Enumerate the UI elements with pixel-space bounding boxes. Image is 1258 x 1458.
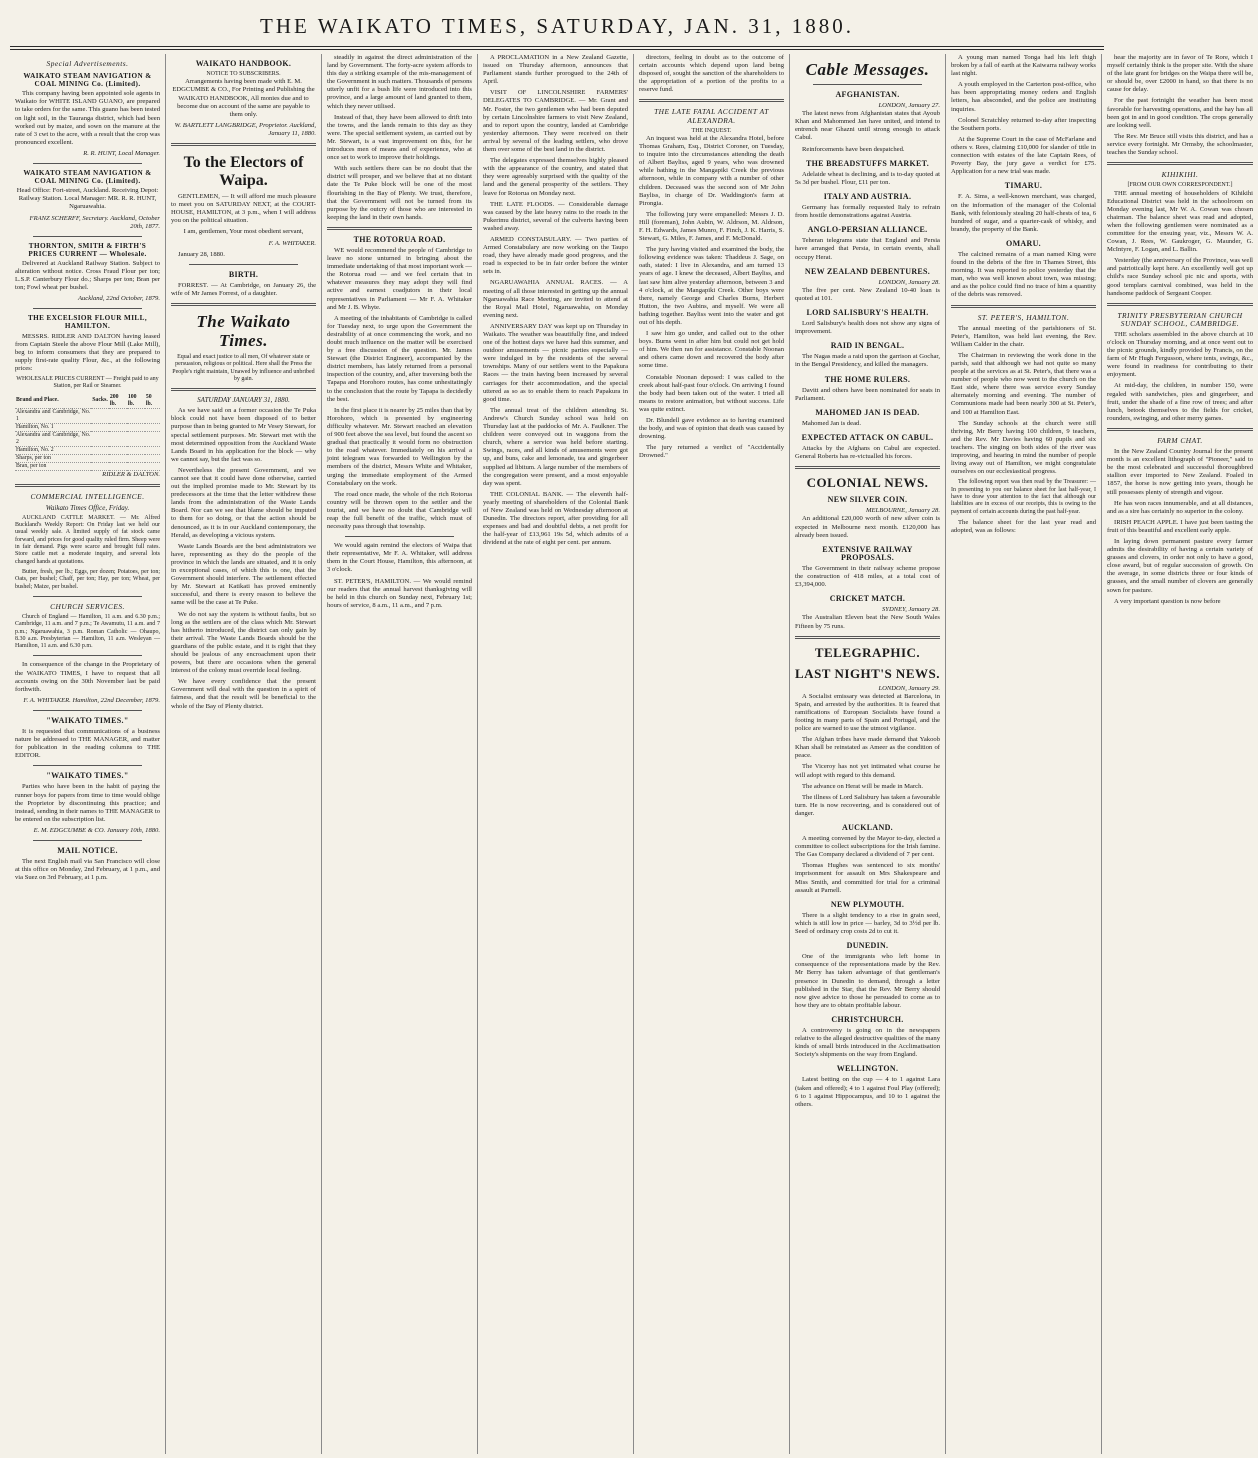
leader-cont-1: steadily in against the direct administration of the land by Government. The forty-acre system affords to this day a striking example of the mis-management of the Government in such matters. Thousands of persons utterly unfit for a bush life were introduced into this province, and a large amount of land granted to them, which they never utilised. [327,54,472,110]
price-table-cell [109,462,127,470]
stpeters-head: ST. PETER'S, HAMILTON. [977,312,1070,322]
handbook-sub: NOTICE TO SUBSCRIBERS. [206,71,281,78]
paper-title: The Waikato Times. [196,311,291,350]
kihikihi-sub: [FROM OUR OWN CORRESPONDENT.] [1127,182,1233,189]
price-table-cell: Sharps, per ton [15,454,91,462]
jan-text: Mahomed Jan is dead. [802,419,861,427]
inquest-sub: THE INQUEST. [691,127,732,134]
price-table-cell [91,408,109,423]
cricket-head: CRICKET MATCH. [829,594,906,604]
wellington-head: WELLINGTON. [836,1064,899,1074]
debenture-head: NEW ZEALAND DEBENTURES. [804,266,931,276]
wellington-cont-3: Colonel Scratchley returned to-day after inspecting the Southern ports. [951,116,1096,132]
wellington-cont-2: A youth employed in the Carterton post-office, who has been appropriating money orders and English letters, has absconded, and the police are instituting inquiries. [951,81,1096,113]
price-table-cell [145,462,160,470]
leader-para-4: We do not say the system is without faults, but so long as the settlers are of the class which Mr. Stewart has hitherto introduced, the district can only gain by their arrival. The Waste Lands Boards should be the guardians of the public estate, and it is right that they should be jealous of any encroachment upon their powers, but there are occasions when the general interest of the colony must override local feeling. [171,610,316,675]
ad-mill-text: MESSRS. RIDLER AND DALTON having leased from Captain Steele the above Flour Mill (Lake Mill), beg to inform consumers that they are prepared to supply first-rate quality Flour, &c., at the following prices: [15,332,160,372]
divider [171,303,316,306]
paper-motto: Equal and exact justice to all men, Of whatever state or persuasion, religious or political. Here shall the Press the People's right maintain, Unawed by influence and unbribed by gain. [172,353,315,382]
price-table-row [15,462,160,470]
kihikihi-text: THE annual meeting of householders of Kihikihi Educational District was held in the schoolroom on Monday evening last, Mr W. A. Cowan was chosen chairman. The balance sheet was read and adopted, when the following gentlemen were nominated as a committee for the ensuing year, viz., Messrs W. A. Cowan, J. Rees, W. Gaukroger, G. Maunder, G. McIntyre, F. Logan, and L. Ballin. [1107,189,1253,254]
inquest-para-4: I saw him go under, and called out to the other boys. Burns went in after him but could not get hold of him. We then ran for assistance. Constable Noonan and others came down and recovered the body after some time. [639,330,784,370]
ad-prices-title: THORNTON, SMITH & FIRTH'S PRICES CURRENT — Wholesale. [28,241,147,258]
wellington-text: Latest betting on the cup — 4 to 1 against Lara (taken and offered); 4 to 1 against Foul Play (offered); 6 to 1 against Hippocampus, and 10 to 1 against the others. [795,1076,940,1108]
debenture-dateline: LONDON, January 28. [878,278,940,286]
electors-sign: F. A. WHITAKER. [268,239,316,247]
divider [345,536,454,537]
price-table-cell: Hamilton, No. 1 [15,423,91,431]
salisbury-text: Lord Salisbury's health does not show any signs of improvement. [795,320,940,336]
dunedin-head: DUNEDIN. [846,941,889,951]
rotorua-para-3: In the first place it is nearer by 25 miles than that by Horohoro, which is presented by engineering difficulty whatever. Mr. Stewart reached an elevation of 900 feet above the sea level, but found the ascent so gradual that practically it would form no obstruction to the road whatever. Immediately on his arrival a joint telegram was forwarded to Wellington by the members of the district, Messrs White and Whitaker, urging the immediate employment of the Armed Constabulary on the work. [327,406,472,487]
ad-navigation2-sign: FRANZ SCHERFF, Secretary. Auckland, October 20th, 1877. [29,214,160,230]
divider [33,163,142,164]
divider [795,466,940,469]
divider [1107,428,1253,431]
leader-para-2: Nevertheless the present Government, and we cannot see that it could have done otherwise, carried out the implied promise made to Mr. Stewart by its predecessors at the time that the letter withdrew these lands from the administration of the Waste Lands Board. Nor can we see that blame should be imputed to them for so doing, or that the action should be denounced, as it is in our Auckland contemporary, the Herald, as developing a vicious system. [171,466,316,539]
news-para-7: ANNIVERSARY DAY was kept up on Thursday in Waikato. The weather was beautifully fine, and indeed one of the hottest days we have had this summer, and outdoor amusements — picnic parties especially — were indulged in by the residents of the several townships. Many of our settlers went to the Papakura Races — the train having been increased by several carriages for their accommodation, and the special uttered as so as to enable them to reach Papakura in good time. [483,322,628,403]
price-table-cell: Hamilton, No. 2 [15,446,91,454]
news-para-3: The delegates expressed themselves highly pleased with the appearance of the country, and stated that they were agreeably surprised with the quality of the land and the general prosperity of the settlers. They leave for Rotorua on Monday next. [483,157,628,197]
price-table-cell [91,454,109,462]
local-notice-2: ST. PETER'S, HAMILTON. — We would remind our readers that the annual harvest thanksgiving will be held in this church on Sunday next, February 1st; hours of service, 8 a.m., 11 a.m., and 7 p.m. [327,577,472,609]
special-ads-head: Special Advertisements. [46,59,129,68]
cricket-dateline: SYDNEY, January 28. [881,606,940,614]
birth-text: FORREST. — At Cambridge, on January 26, the wife of Mr James Forrest, of a daughter. [171,281,316,297]
stpeters-text-2: The Chairman in reviewing the work done in the parish, said that although we had not quite so many people at the services as at St. Peter's, that there was a number of people who now went to the church on the East side, where there was service every Sunday alternately morning and evening. The number of Communions made had been nearly 300 at St. Peter's, and 100 at Hamilton East. [951,351,1096,416]
ad-navigation2-title: WAIKATO STEAM NAVIGATION & COAL MINING Co. (Limited). [23,169,152,186]
inquest-para-2: The following jury were empanelled: Messrs J. D. Hill (foreman), John Aubin, W. Aldrson, M. Aldrson, F. H. Edwards, James Munro, F. Finch, J. K. Harris, S. Stewart, G. Miles, F. James, and F. McDonald. [639,210,784,243]
inquest-head: THE LATE FATAL ACCIDENT AT ALEXANDRA. [654,107,769,125]
inquest-para-6: Dr. Blundell gave evidence as to having examined the body, and was of opinion that death was caused by drowning. [639,417,784,441]
lastnight-dateline: LONDON, January 29. [878,684,940,692]
farm-text: In the New Zealand Country Journal for the present month is an excellent lithograph of "Pioneer," said to be the most celebrated and successful thoroughbred stallion ever imported to New Zealand. Foaled in 1857, the horse is now getting into years, though he still possesses plenty of strength and vigour. [1107,448,1253,496]
electors-head: To the Electors of Waipa. [183,154,304,190]
price-table-header [15,394,160,409]
handbook-text: Arrangements having been made with E. M. EDGCUMBE & CO., For Printing and Publishing the WAIKATO HANDBOOK, All monies due and to become due on account of the same are payable to them only. [172,78,315,118]
birth-head: BIRTH. [228,269,259,279]
news-para-1: A PROCLAMATION in a New Zealand Gazette, issued on Thursday afternoon, announces that Parliament stands further prorogued to the 24th of April. [483,54,628,86]
electors-text: GENTLEMEN, — It will afford me much pleasure to meet you on SATURDAY NEXT, at the COURT-HOUSE, HAMILTON, at 3 p.m., when I will address you on the political situation. [171,193,316,225]
ad-guano-sign: R. R. HUNT, Local Manager. [83,149,160,157]
trinity-text-2: At mid-day, the children, in number 150, were regaled with sandwiches, pies and gingerbeer, and fruit, under the shade of a fine row of trees; and after lunch, betook themselves to the fields for cricket, rounders, swinging, and other merry games. [1107,382,1253,422]
ohaupo-cont-2: For the past fortnight the weather has been most favorable for harvesting operations, and the hay has all been got in and in good condition. The crops generally are looking well. [1107,97,1253,129]
coin-head: NEW SILVER COIN. [827,495,908,505]
news-para-2: VISIT OF LINCOLNSHIRE FARMERS' DELEGATES TO CAMBRIDGE. — Mr. Grant and Mr. Foster, the two gentlemen who had been deputed by certain Lincolnshire farmers to visit New Zealand, and to report upon the country, landed at Cambridge yesterday afternoon. They were received on their arrival by several of the leading settlers, who drove them over some of the best land in the district. [483,89,628,154]
price-table-cell [127,431,145,446]
price-table [15,394,160,471]
column-1 [10,54,166,1454]
electors-close: I am, gentlemen, Your most obedient servant, [183,228,304,236]
cable-head: Cable Messages. [805,60,930,79]
column-7 [946,54,1102,1454]
news-para-9: THE COLONIAL BANK. — The eleventh half-yearly meeting of shareholders of the Colonial Bank of New Zealand was held on Wednesday afternoon at Dunedin. The directors report, after providing for all expenses and bad and doubtful debts, a net profit for the half-year of £13,961 19s 5d, which admits of a dividend at the rate of eight per cent. per annum. [483,490,628,547]
farm-head: FARM CHAT. [1157,435,1203,445]
price-table-cell [109,408,127,423]
divider [33,596,142,597]
oamaru-head: OMARU. [1006,238,1041,248]
inquest-para-1: An inquest was held at the Alexandra Hotel, before Thomas Graham, Esq., District Coroner, on Tuesday, to inquire into the circumstances attending the death of Albert Bayliss, aged 9 years, who was drowned while bathing in the Mangapiki Creek the previous afternoon, while in company with a number of other children. Deceased was the second son of Mr John Bayliss, in charge of Dr. Waddington's farm at Pirongia. [639,134,784,207]
column-4 [478,54,634,1454]
christchurch-head: CHRISTCHURCH. [831,1014,904,1024]
ad-mill-title: THE EXCELSIOR FLOUR MILL, HAMILTON. [27,314,148,331]
plymouth-text: There is a slight tendency to a rise in grain seed, which is still low in price — barley, 3d to 3½d per lb. Seed of ordinary crop costs 2d to cut it. [795,911,940,936]
price-table-cell: Sacks. [91,394,109,409]
rotorua-para-4: The road once made, the whole of the rich Rotorua country will be thrown open to the settler and the tourist, and we have no doubt that Cambridge will reap the full benefit of the traffic, which must of necessity pass through that township. [327,490,472,531]
kihikihi-head: KIHIKIHI. [1161,170,1199,180]
column-3 [322,54,478,1454]
price-table-cell [145,454,160,462]
commercial-text: AUCKLAND CATTLE MARKET. — Mr. Alfred Buckland's Weekly Report: On Friday last we held our usual weekly sale. A limited supply of fat stock came forward, and prices for good quality ruled firm. Sheep were in fair demand. Pigs were scarce and brought full rates. Store cattle met a moderate inquiry, and several lots changed hands at quotations. [15,514,160,565]
bread-head: THE BREADSTUFFS MARKET. [806,158,929,168]
dunedin-text: One of the immigrants who left home in consequence of the representations made by the Rev. Mr Berry has taken advantage of that gentleman's presence in Dunedin to demand, through a letter published in the Star, that the Rev. Mr Berry should now give advice to those he persuaded to come as to how they are to obtain profitable labour. [795,953,940,1009]
divider [33,840,142,841]
wellington-cont-4: At the Supreme Court in the case of McFarlane and others v. Rees, claiming £10,000 for slander of title in connection with estates of the late Captain Rees, of Poverty Bay, the jury gave a verdict for £75. Application for a new trial was made. [951,135,1096,176]
afghan-text: The latest news from Afghanistan states that Ayoub Khan and Mahommed Jan have united, and intend to entrench near Ghazni until strong enough to attack Cabul. [795,110,940,142]
timaru-text: F. A. Sims, a well-known merchant, was charged, on the information of the manager of the Colonial Bank, with feloniously stealing 20 half-chests of tea, 6 hundred of sugar, and a quarter-cask of whisky, and brandy, the property of the Bank. [951,193,1096,233]
handbook-sign: W. BARTLETT LANGBRIDGE, Proprietor. Auckland, January 11, 1880. [174,121,316,137]
inquest-para-7: The jury returned a verdict of "Accidentally Drowned." [639,444,784,460]
price-table-row [15,446,160,454]
cricket-text: The Australian Eleven beat the New South Wales Fifteen by 75 runs. [795,614,940,630]
rulers-text: Davitt and others have been nominated for seats in Parliament. [795,386,940,402]
farm-text-2: He has won races innumerable, and at all distances, and as a sire has certainly no superior in the colony. [1107,499,1253,515]
leader-cont-2: Instead of that, they have been allowed to drift into the towns, and the lands remain to this day as they were. The special settlement system, as carried out by Mr. Stewart, is a vast improvement on this, for he introduces men of means and of experience, who at once set to work to improve their holdings. [327,113,472,162]
divider [795,636,940,639]
masthead-rule [10,46,1104,50]
plymouth-head: NEW PLYMOUTH. [830,899,905,909]
afghan-head: AFGHANISTAN. [835,90,900,99]
afghan-text-2: Reinforcements have been despatched. [802,145,905,153]
price-table-cell [127,408,145,423]
price-table-cell [91,431,109,446]
times-notice2-sign: E. M. EDGCUMBE & CO. January 10th, 1880. [33,826,160,834]
church-head: CHURCH SERVICES. [50,601,125,611]
bread-text: Adelaide wheat is declining, and is to-day quoted at 5s 3d per bushel. Flour, £11 per ton. [795,170,940,186]
divider [1107,162,1253,165]
times-notice-text: It is requested that communications of a business nature be addressed to THE MANAGER, and matter for publication in the reading columns to THE EDITOR. [15,727,160,760]
price-table-cell [109,454,127,462]
stpeters-text-3: The Sunday schools at the church were still thriving, Mr Berry having 100 children, 9 teachers, and the Rev. Mr Davies having 60 pupils and six teachers. The singing on both sides of the river was improving, and hearing in mind the number of people living away out of Hamilton, we might congratulate ourselves on our ecclesiastical progress. [951,419,1096,476]
proprietary-notice: In consequence of the change in the Proprietary of the WAIKATO TIMES, I have to request that all accounts owing on the 30th November last be paid forthwith. [15,661,160,693]
news-para-6: NGARUAWAHIA ANNUAL RACES. — A meeting of all those interested in getting up the annual Ngaruawahia Race Meeting, are invited to attend at the Royal Mail Hotel, Ngaruawahia, on Monday evening next. [483,279,628,319]
italy-text: Germany has formally requested Italy to refrain from hostile demonstrations against Austria. [795,204,940,220]
times-notice-head: "WAIKATO TIMES." [46,715,129,725]
jan-head: MAHOMED JAN IS DEAD. [815,407,920,417]
colonial-head: COLONIAL NEWS. [806,475,929,491]
price-table-cell [145,423,160,431]
leader-para-3: Waste Lands Boards are the best administrators we have, representing as they do the people of the province in which the lands are situated, and it is only in exceptional cases, of which this is one, that the Government should interfere. The settlement effected by Mr. Stewart at Katikati has proved eminently successful, and there is every reason to believe the same will be the case at Te Puke. [171,542,316,607]
rotorua-para-2: A meeting of the inhabitants of Cambridge is called for Tuesday next, to urge upon the Government the desirability of at once commencing the work, and no doubt much influence on the matter will be exercised by a free discussion of the question. Mr. James Stewart (the District Engineer), accompanied by the district members, has lately returned from a personal inspection of the country, and, after traversing both the Tapapa and Horohoro routes, has come unhesitatingly to the conclusion that the route by Tapapa is decidedly the best. [327,314,472,403]
italy-head: ITALY AND AUSTRIA. [823,191,912,201]
persia-text: Teheran telegrams state that England and Persia have arranged that Persia, in certain events, shall occupy Herat. [795,237,940,261]
price-table-cell [145,408,160,423]
lastnight-para-2: The Afghan tribes have made demand that Yakoob Khan shall be reinstated as Ameer as the condition of peace. [795,736,940,760]
stpeters-text-5: The balance sheet for the last year read and adopted, was as follows: [951,518,1096,534]
news-para-8: The annual treat of the children attending St. Andrew's Church Sunday school was held on Thursday last at the paddocks of Mr. A. Faulkner. The children were conveyed out in waggons from the church, where a service was held before starting. Swings, races, and all kinds of amusements were got up, and buns, cake and lemonade, tea and gingerbeer supplied ad libitum. A large number of the members of the congregation were present, and a most enjoyable day was spent. [483,406,628,487]
price-table-cell [145,431,160,446]
divider [327,227,472,230]
stpeters-text: The annual meeting of the parishioners of St. Peter's, Hamilton, was held last evening, the Rev. William Calder in the chair. [951,324,1096,348]
lastnight-para-5: The illness of Lord Salisbury has taken a favourable turn. He is now recovering, and is considered out of danger. [795,793,940,817]
salisbury-head: LORD SALISBURY'S HEALTH. [806,307,929,317]
times-notice2-head: "WAIKATO TIMES." [46,771,129,781]
ad-prices-text: Delivered at Auckland Railway Station. Subject to alteration without notice. Cross Fraud Flour per ton; L.S.P. Canterbury Flour do.; Sharps per ton; Bran per ton; Fowl wheat per bushel. [15,259,160,292]
price-table-cell [127,462,145,470]
auckland-head: AUCKLAND. [842,823,893,832]
price-table-cell: Alexandra and Cambridge, No. 1 [16,408,91,422]
lastnight-head: LAST NIGHT'S NEWS. [795,665,940,681]
trinity-head: TRINITY PRESBYTERIAN CHURCH SUNDAY SCHOOL, CAMBRIDGE. [1117,310,1243,328]
lastnight-para-3: The Viceroy has not yet intimated what course he will adopt with regard to this demand. [795,763,940,779]
column-5 [634,54,790,1454]
telegraphic-head: TELEGRAPHIC. [814,644,921,660]
electors-date: January 28, 1880. [178,250,225,258]
farm-text-5: A very important question is now before [1114,597,1221,605]
rotorua-para-1: WE would recommend the people of Cambridge to leave no stone unturned in bringing about the immediate undertaking of that most important work — the Rotorua road — and we feel certain that in whatever measures they may adopt they will find active and earnest coadjutors in their local representatives in Parliament — Mr F. A. Whitaker and Mr J. B. Whyte. [327,246,472,311]
divider [33,765,142,766]
lastnight-para-1: A Socialist emissary was detected at Barcelona, in Spain, and arrested by the authorities. It is feared that ramifications of European Socialists have found a footing in many parts of Spain and Portugal, and the police are warned to use the utmost vigilance. [795,692,940,733]
proprietary-notice-sign: F. A. WHITAKER. Hamilton, 22nd December, 1879. [23,696,160,704]
rulers-head: THE HOME RULERS. [824,374,911,384]
divider [951,305,1096,308]
price-table-cell [91,423,109,431]
oamaru-text: The calcined remains of a man named King were found in the debris of the fire in Thames Street, this morning. It was reported to police yesterday that the man, who was well known about town, was missing; and as the police could find no trace of him a quantity of the debris was removed. [951,250,1096,299]
divider [33,236,142,237]
bengal-head: RAID IN BENGAL. [830,341,905,351]
ad-mill-sign: RIDLER & DALTON. [102,470,160,478]
price-table-cell [91,446,109,454]
masthead: THE WAIKATO TIMES, SATURDAY, JAN. 31, 1880. [260,14,854,38]
ohaupo-cont-1: hear the majority are in favor of Te Rore, which I myself certainly think is the proper site. With the share of the late grant for bridges on the Waipa there will be, or should be, over £2000 in hand, so that there is no cause for delay. [1107,54,1253,94]
price-table-cell [127,423,145,431]
columns [10,54,1253,1454]
ohaupo-cont-3: The Rev. Mr Bruce still visits this district, and has a service every fortnight. Mr Ormsby, the schoolmaster, teaches the Sunday school. [1107,132,1253,157]
divider [15,484,160,487]
rail-head: EXTENSIVE RAILWAY PROPOSALS. [822,544,913,562]
times-notice2-text: Parties who have been in the habit of paying the runner boys for papers from time to time would oblige the Proprietor by discontinuing this practice; and instead, sending in their names to THE MANAGER to be entered on the subscription list. [15,783,160,823]
column-6 [790,54,946,1454]
commercial-dateline: Waikato Times Office, Friday. [45,503,130,512]
divider [189,264,298,265]
church-text: Church of England — Hamilton, 11 a.m. and 6.30 p.m.; Cambridge, 11 a.m. and 7 p.m.; Te Awamutu, 11 a.m. and 7 p.m.; Ngaruawahia, 3 p.m. Roman Catholic — Ohaupo, 8.30 a.m. Presbyterian — Hamilton, 11 a.m. Wesleyan — Hamilton, 11 a.m. and 6.30 p.m. [15,613,160,650]
commercial-text-2: Butter, fresh, per lb.; Eggs, per dozen; Potatoes, per ton; Oats, per bushel; Chaff, per ton; Hay, per ton; Wheat, per bushel; Maize, per bushel. [15,568,160,590]
timaru-head: TIMARU. [1004,181,1043,191]
mail-head: MAIL NOTICE. [57,846,118,856]
bengal-text: The Nagas made a raid upon the garrison at Gochar, in the Bengal Presidency, and killed the managers. [795,353,940,369]
local-notice-1: We would again remind the electors of Waipa that their representative, Mr F. A. Whitaker, will address them in the Court House, Hamilton, this afternoon, at 3 o'clock. [327,542,472,574]
ad-navigation-title: WAIKATO STEAM NAVIGATION & COAL MINING Co. (Limited). [23,72,152,89]
trinity-text: THE scholars assembled in the above church at 10 o'clock on Thursday morning, and at once went out to the picnic grounds, kindly provided by Francis, on the farm of Mr Hugh Fergusson, where tents, swings, &c., were found in readiness for contributing to their enjoyment. [1107,330,1253,379]
coin-text: An additional £20,000 worth of new silver coin is expected in Melbourne next month. £120,000 has already been issued. [795,515,940,539]
kihikihi-text-2: Yesterday (the anniversary of the Province, was well and patriotically kept here. An excellently well got up child's race Sunday school pic nic and sports, with good templars carnival combined, was held in the handsome paddock of Sergeant Cooper. [1107,257,1253,297]
divider [33,308,142,309]
farm-text-3: IRISH PEACH APPLE. I have just been tasting the fruit of this beautiful and excellent early apple. [1107,518,1253,534]
divider [33,655,142,656]
handbook-head: WAIKATO HANDBOOK. [195,59,292,68]
price-table-cell: 200 lb. [109,394,127,409]
auckland-text-2: Thomas Hughes was sentenced to six months' imprisonment for assault on Mrs Shakespeare and Miss Smith, and committed for trial for a criminal assault at Parnell. [795,862,940,894]
bank-cont: directors, feeling in doubt as to the outcome of certain accounts which depend upon land being disposed of, sought the sanction of the shareholders to the appropriation of a portion of the profits to a reserve fund. [639,54,784,94]
coin-dateline: MELBOURNE, January 28. [866,507,940,515]
rail-text: The Government in their railway scheme propose the construction of 418 miles, at a total cost of £3,394,000. [795,564,940,589]
divider [33,710,142,711]
news-para-5: ARMED CONSTABULARY. — Two parties of Armed Constabulary are now working on the Taupo road, they have already made good progress, and the road is expected to be in fair order before the winter sets in. [483,235,628,276]
price-table-row [15,408,160,423]
leader-cont-3: With such settlers there can be no doubt that the district will prosper, and we believe that at no distant date the Te Puke block will be one of the most flourishing in the Bay of Plenty. We trust, therefore, that the Government will not be turned from its purpose by the outcry of those who are interested in keeping the land in their own hands. [327,165,472,221]
column-8 [1102,54,1258,1454]
cabul-text: Attacks by the Afghans on Cabul are expected. General Roberts has re-victualled his forces. [795,445,940,461]
christchurch-text: A controversy is going on in the newspapers relative to the alleged destructive qualities of the many kinds of small birds introduced in the Acclimatisation Society's shipments on the way from England. [795,1026,940,1059]
leader-date: SATURDAY JANUARY 31, 1880. [197,396,290,405]
price-table-row [15,423,160,431]
leader-para-1: As we have said on a former occasion the Te Puka block could not have been disposed of to better purpose than in being granted to Mr Vesey Stewart, for special settlement purposes. Mr. Stewart met with the most determined opposition from the Auckland Waste Lands Board in his application for the block — why we cannot say, but the fact was so. [171,407,316,463]
auckland-text: A meeting convened by the Mayor to-day, elected a committee to collect subscriptions for the Irish famine. The Gas Company declared a dividend of 7 per cent. [795,835,940,859]
leader-para-5: We have every confidence that the present Government will deal with the question in a spirit of fairness, and that the result will be beneficial to the whole of the Bay of Plenty district. [171,678,316,710]
divider [171,143,316,146]
price-table-cell [91,462,109,470]
price-table-cell [127,454,145,462]
inquest-para-3: The jury having visited and examined the body, the following evidence was taken: Thaddeus J. Sage, on oath, stated: I live in Alexandra, and am turned 13 years of age. I knew the deceased, Albert Bayliss, and last saw him alive yesterday afternoon, between 3 and 4 o'clock, at the Mangapiki Creek. Other boys were there, namely George and Charles Burns, Herbert Hutton, the two Aubins, and myself. We were all bathing together. Bayliss went into the water and got out of his depth. [639,246,784,327]
rotorua-head: THE ROTORUA ROAD. [353,234,446,244]
farm-text-4: In laying down permanent pasture every farmer admits the desirability of having a certain variety of grasses and clovers, in order not only to have a good, close award, but of regular succession of growth. On the average, in some districts three or four kinds of grasses, and the small number of clovers are generally sown for pasture. [1107,537,1253,594]
price-table-cell: Alexandra and Cambridge, No. 2 [16,431,91,445]
column-2 [166,54,322,1454]
persia-head: ANGLO-PERSIAN ALLIANCE. [807,225,928,235]
price-table-cell: Bran, per ton [15,462,91,470]
price-table-row [15,454,160,462]
afghan-dateline: LONDON, January 27. [878,102,940,110]
price-table-cell [109,446,127,454]
ad-guano-text: This company having been appointed sole agents in Waikato for WHITE ISLAND GUANO, are prepared to take orders for the same. This guano has been tested on light soil, in the Tauranga district, which had been worked out by maize, and sown on the manure at the rate of 3 cwt to the acre, with a result that the crop was pronounced excellent. [15,90,160,146]
stpeters-text-4: The following report was then read by the Treasurer: — In presenting to you our balance sheet for last half-year, I have to draw your attention to the fact that although our liabilities are in excess of our receipts, this is owing to the payment of certain accounts during the past half-year. [951,479,1096,515]
price-table-cell [145,446,160,454]
price-table-cell [127,446,145,454]
divider [171,388,316,391]
price-table-row [15,431,160,446]
ad-prices-sign: Auckland, 22nd October, 1879. [77,295,160,303]
price-table-cell: Brand and Place. [15,394,91,409]
mail-text: The next English mail via San Francisco will close at this office on Monday, 2nd February, at 1 p.m., and via Suez on 3rd February, at 1 p.m. [15,858,160,882]
divider [639,99,784,102]
price-table-cell: 100 lb. [127,394,145,409]
wellington-cont-1: A young man named Tonga had his left thigh broken by a fall of earth at the Kaiwarra railway works last night. [951,54,1097,78]
lastnight-para-4: The advance on Herat will be made in March. [802,782,924,790]
debenture-text: The five per cent. New Zealand 10-40 loan is quoted at 101. [795,286,940,302]
ad-mill-price-head: WHOLESALE PRICES CURRENT — Freight paid to any Station, per Rail or Steamer. [16,376,159,390]
divider [1107,303,1253,306]
divider [813,84,922,85]
commercial-head: COMMERCIAL INTELLIGENCE. [30,491,145,501]
price-table-cell [109,423,127,431]
price-table-cell: 50 lb. [145,394,160,409]
news-para-4: THE LATE FLOODS. — Considerable damage was caused by the late heavy rains to the roads in the Pukerimu district, several of the culverts having been washed away. [483,200,628,232]
price-table-cell [109,431,127,446]
ad-navigation2-text: Head Office: Fort-street, Auckland. Receiving Depot: Railway Station. Local Manager: MR. R. R. HUNT, Ngaruawahia. [16,187,159,211]
cabul-head: EXPECTED ATTACK ON CABUL. [801,433,934,442]
inquest-para-5: Constable Noonan deposed: I was called to the creek about half-past four o'clock. On arriving I found the body had been taken out of the water. I tried all means to restore animation, but without success. Life was quite extinct. [639,373,784,413]
